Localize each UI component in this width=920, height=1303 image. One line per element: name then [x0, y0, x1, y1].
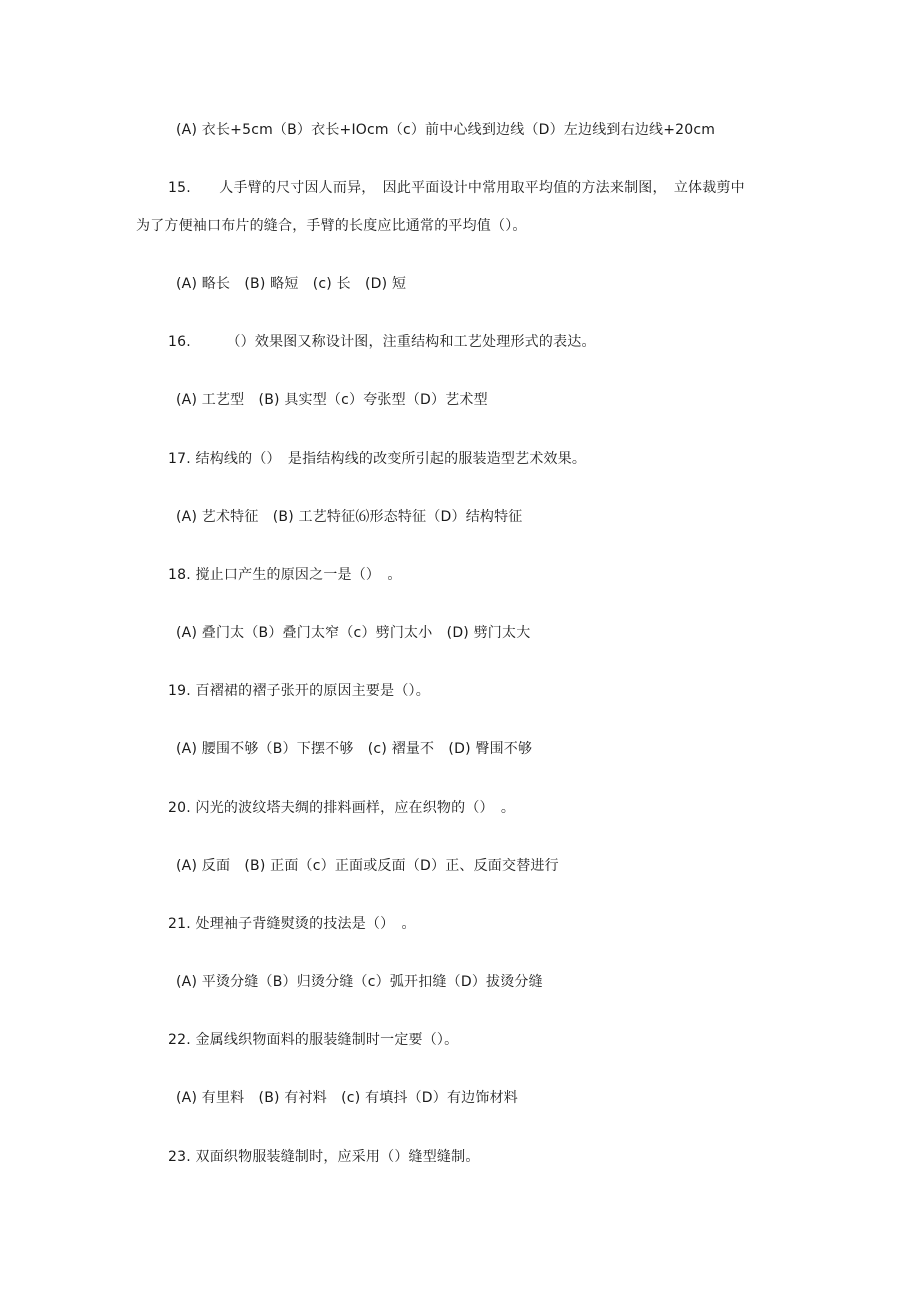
question-22: 22. 金属线织物面料的服装缝制时一定要（）。 — [168, 1032, 459, 1048]
question-18: 18. 搅止口产生的原因之一是（） 。 — [168, 567, 402, 583]
option-line-21: (A) 平烫分缝（B）归烫分缝（c）弧开扣缝（D）拔烫分缝 — [176, 974, 543, 990]
option-line-20: (A) 反面 (B) 正面（c）正面或反面（D）正、反面交替进行 — [176, 858, 559, 874]
option-line-14: (A) 衣长+5cm（B）衣长+IOcm（c）前中心线到边线（D）左边线到右边线+20cm — [176, 122, 716, 138]
option-line-18: (A) 叠门太（B）叠门太窄（c）劈门太小 (D) 劈门太大 — [176, 625, 531, 641]
question-15-line-1: 15. 人手臂的尺寸因人而异， 因此平面设计中常用取平均值的方法来制图， 立体裁剪中 — [168, 180, 745, 196]
question-19: 19. 百褶裙的褶子张开的原因主要是（）。 — [168, 683, 430, 699]
option-line-22: (A) 有里料 (B) 有衬料 (c) 有填抖（D）有边饰材料 — [176, 1090, 518, 1106]
question-16: 16. （）效果图又称设计图，注重结构和工艺处理形式的表达。 — [168, 334, 596, 350]
option-line-15: (A) 略长 (B) 略短 (c) 长 (D) 短 — [176, 276, 407, 292]
question-20: 20. 闪光的波纹塔夫绸的排料画样，应在织物的（） 。 — [168, 800, 516, 816]
question-17: 17. 结构线的（） 是指结构线的改变所引起的服装造型艺术效果。 — [168, 451, 587, 467]
question-23: 23. 双面织物服装缝制时，应采用（）缝型缝制。 — [168, 1149, 480, 1165]
option-line-17: (A) 艺术特征 (B) 工艺特征⑹形态特征（D）结构特征 — [176, 509, 523, 525]
option-line-16: (A) 工艺型 (B) 具实型（c）夸张型（D）艺术型 — [176, 392, 488, 408]
question-21: 21. 处理袖子背缝熨烫的技法是（） 。 — [168, 916, 416, 932]
question-15-line-2: 为了方便袖口布片的缝合，手臂的长度应比通常的平均值（）。 — [136, 218, 527, 234]
option-line-19: (A) 腰围不够（B）下摆不够 (c) 褶量不 (D) 臀围不够 — [176, 741, 533, 757]
